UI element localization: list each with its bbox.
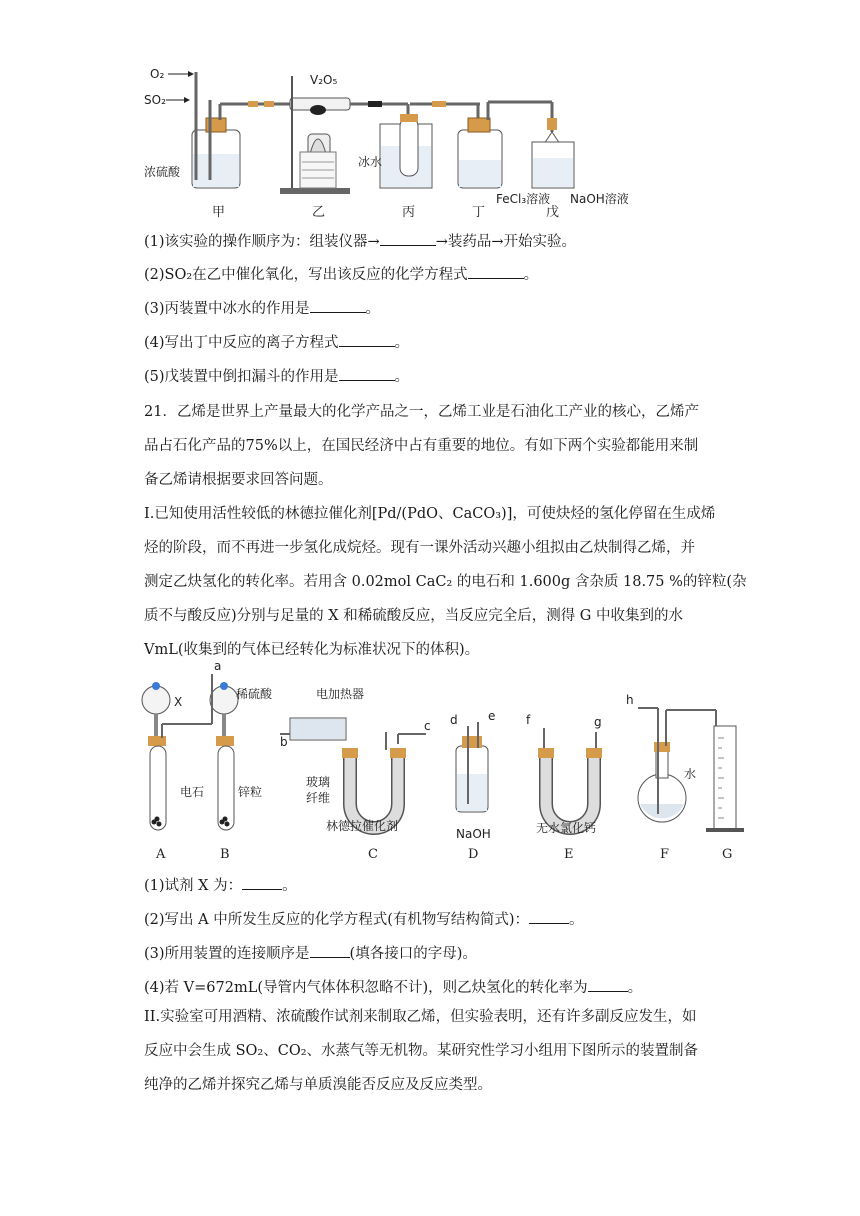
- lindlar-catalyst-label: 林德拉催化剂: [326, 819, 399, 833]
- fecl3-label: FeCl₃溶液: [496, 192, 551, 206]
- q21-4-text: (4)若 V=672mL(导管内气体体积忽略不计)，则乙炔氢化的转化率为: [144, 980, 588, 996]
- text-line: 测定乙炔氢化的转化率。若用含 0.02mol CaC₂ 的电石和 1.600g 含杂质 18.75 %的锌粒(杂: [144, 574, 747, 590]
- question-21-3: [144, 943, 477, 964]
- question-20-4: [144, 332, 409, 353]
- question-20-5: [144, 366, 409, 387]
- port-e: e: [488, 709, 496, 723]
- caption-jia: 甲: [212, 205, 226, 220]
- question-21-part2: [144, 1000, 724, 1102]
- text-line: 反应中会生成 SO₂、CO₂、水蒸气等无机物。某研究性学习小组用下图所示的装置制备: [144, 1043, 699, 1059]
- apparatus-diagram-1: [140, 62, 640, 222]
- port-d: d: [450, 713, 458, 727]
- caption-d: D: [468, 847, 479, 862]
- q20-1-text: (1)该实验的操作顺序为：组装仪器→: [144, 234, 380, 250]
- ice-water-label: 冰水: [358, 155, 383, 169]
- glass-fiber-label: 玻璃: [306, 775, 331, 789]
- answer-blank[interactable]: [310, 298, 366, 313]
- flask-f: [638, 708, 716, 822]
- q20-2-text: (2)SO₂在乙中催化氧化，写出该反应的化学方程式: [144, 267, 468, 283]
- q21-1-suffix: 。: [282, 878, 297, 894]
- anhydrous-cacl2-label: 无水氯化钙: [536, 821, 597, 835]
- o2-label: O₂: [150, 67, 165, 81]
- text-line: 备乙烯请根据要求回答问题。: [144, 472, 333, 488]
- conc-h2so4-label: 浓硫酸: [144, 165, 181, 179]
- naoh-label: NaOH: [456, 827, 491, 841]
- text-line: 烃的阶段，而不再进一步氢化成烷烃。现有一课外活动兴趣小组拟由乙炔制得乙烯，并: [144, 540, 695, 556]
- u-tube-e: [538, 728, 602, 828]
- q21-2-text: (2)写出 A 中所发生反应的化学方程式(有机物写结构简式)：: [144, 912, 530, 928]
- naoh-beaker-wu: [532, 102, 574, 188]
- port-b: b: [280, 735, 288, 749]
- q21-3-text: (3)所用装置的连接顺序是: [144, 946, 310, 962]
- u-tube-c: [280, 718, 426, 828]
- answer-blank[interactable]: [310, 943, 350, 958]
- q20-1-suffix: →装药品→开始实验。: [435, 234, 576, 250]
- ice-bath-bing: [380, 114, 432, 188]
- q21-1-text: (1)试剂 X 为：: [144, 878, 243, 894]
- text-line: 纯净的乙烯并探究乙烯与单质溴能否反应及反应类型。: [144, 1077, 492, 1093]
- port-f: f: [526, 713, 531, 727]
- question-21-2: [144, 909, 584, 930]
- answer-blank[interactable]: [242, 875, 282, 890]
- apparatus-figure-acetylene: [140, 659, 760, 866]
- water-label: 水: [684, 767, 697, 781]
- text-line: VmL(收集到的气体已经转化为标准状况下的体积)。: [144, 642, 480, 658]
- q20-5-text: (5)戊装置中倒扣漏斗的作用是: [144, 369, 339, 385]
- graduated-cylinder-g: [706, 726, 744, 832]
- question-20-1: [144, 231, 576, 252]
- text-line: 质不与酸反应)分别与足量的 X 和稀硫酸反应，当反应完全后，测得 G 中收集到的水: [144, 608, 683, 624]
- calcium-carbide-label: 电石: [180, 785, 205, 799]
- text-line: 品占石化产品的75%以上，在国民经济中占有重要的地位。有如下两个实验都能用来制: [144, 438, 699, 454]
- caption-e: E: [564, 847, 574, 862]
- naoh-solution-label: NaOH溶液: [570, 192, 629, 206]
- answer-blank[interactable]: [588, 977, 628, 992]
- question-21-1: [144, 875, 297, 896]
- answer-blank[interactable]: [468, 264, 524, 279]
- q20-5-suffix: 。: [394, 369, 410, 385]
- text-line: 21．乙烯是世界上产量最大的化学产品之一，乙烯工业是石油化工产业的核心，乙烯产: [144, 404, 699, 420]
- apparatus-diagram-2: [140, 659, 760, 866]
- caption-bing: 丙: [402, 205, 416, 220]
- caption-ding: 丁: [472, 205, 486, 220]
- caption-f: F: [660, 847, 670, 862]
- question-20-3: [144, 298, 380, 319]
- question-20-2: [144, 264, 538, 285]
- v2o5-label: V₂O₅: [310, 73, 338, 87]
- q21-3-suffix: (填各接口的字母)。: [349, 946, 477, 962]
- apparatus-figure-so2: [140, 62, 640, 222]
- caption-g: G: [722, 847, 733, 862]
- q21-4-suffix: 。: [627, 980, 643, 996]
- answer-blank[interactable]: [339, 366, 395, 381]
- caption-c: C: [368, 847, 378, 862]
- q20-4-suffix: 。: [394, 335, 410, 351]
- q20-2-suffix: 。: [523, 267, 539, 283]
- wash-bottle-d: [456, 722, 488, 812]
- question-21-part1: [144, 497, 747, 667]
- text-line: I.已知使用活性较低的林德拉催化剂[Pd/(PdO、CaCO₃)]，可使炔烃的氢化停留在生成烯: [144, 506, 716, 522]
- port-a: a: [214, 659, 222, 673]
- caption-yi: 乙: [312, 205, 326, 220]
- caption-wu: 戊: [546, 205, 560, 220]
- q21-2-suffix: 。: [569, 912, 584, 928]
- test-tube-a: [142, 682, 170, 830]
- port-h: h: [626, 693, 634, 707]
- answer-blank[interactable]: [339, 332, 395, 347]
- zinc-label: 锌粒: [238, 785, 263, 799]
- answer-blank[interactable]: [380, 231, 436, 246]
- electric-heater-label: 电加热器: [316, 687, 365, 701]
- glass-fiber-label-2: 纤维: [306, 791, 331, 805]
- port-g: g: [594, 715, 602, 729]
- text-line: II.实验室可用酒精、浓硫酸作试剂来制取乙烯，但实验表明，还有许多副反应发生，如: [144, 1009, 697, 1025]
- caption-a: A: [156, 847, 166, 862]
- reaction-tube-yi: [248, 76, 350, 194]
- question-21-intro: [144, 395, 724, 497]
- q20-3-suffix: 。: [365, 301, 381, 317]
- answer-blank[interactable]: [529, 909, 569, 924]
- reagent-x-label: X: [174, 695, 183, 709]
- so2-label: SO₂: [144, 93, 166, 107]
- port-c: c: [424, 719, 431, 733]
- caption-b: B: [220, 847, 230, 862]
- wash-bottle-jia: [192, 72, 290, 188]
- dilute-h2so4-label: 稀硫酸: [236, 687, 273, 701]
- question-21-4: [144, 977, 642, 998]
- q20-4-text: (4)写出丁中反应的离子方程式: [144, 335, 339, 351]
- q20-3-text: (3)丙装置中冰水的作用是: [144, 301, 310, 317]
